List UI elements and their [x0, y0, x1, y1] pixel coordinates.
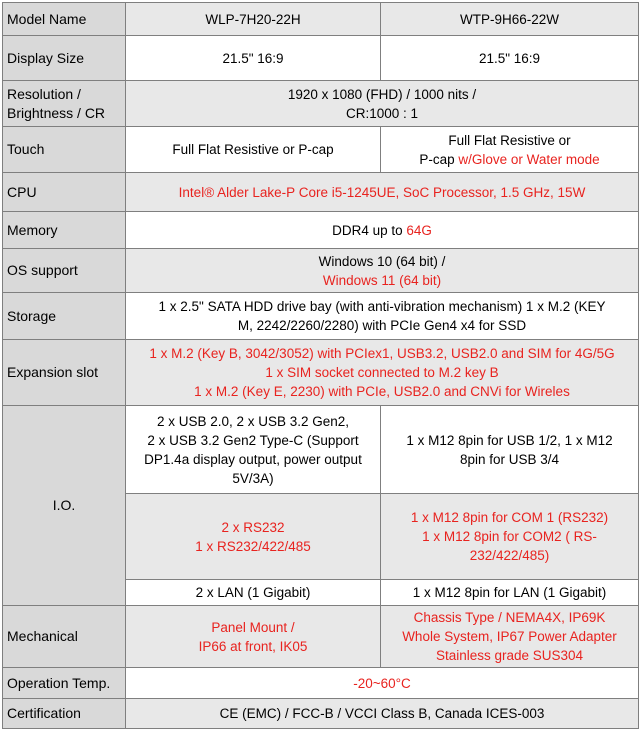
touch-a: Full Flat Resistive or P-cap	[126, 127, 381, 173]
storage-label: Storage	[3, 293, 126, 340]
touch-b	[381, 127, 639, 173]
mechanical-b	[381, 606, 639, 668]
resolution-label-line2: Brightness / CR	[7, 104, 106, 121]
row-cpu	[3, 173, 639, 212]
io-com-a	[126, 494, 381, 580]
io-usb-a-line2: 2 x USB 3.2 Gen2 Type-C (Support	[147, 432, 359, 448]
certification-value: CE (EMC) / FCC-B / VCCI Class B, Canada ICES-003	[126, 699, 639, 729]
touch-b-line1: Full Flat Resistive or	[448, 132, 571, 148]
io-com-b-line2: 1 x M12 8pin for COM2 ( RS-	[422, 529, 597, 544]
certification-label: Certification	[3, 699, 126, 729]
memory-type: DDR4 up to	[332, 222, 407, 238]
os-win11: Windows 11 (64 bit)	[322, 272, 442, 288]
operation-temp-value: -20~60°C	[126, 668, 639, 699]
row-storage	[3, 293, 639, 340]
io-com-b	[381, 494, 639, 580]
mechanical-a-line1: Panel Mount /	[211, 619, 295, 635]
model-name-label: Model Name	[3, 3, 126, 36]
touch-b-line2	[385, 150, 634, 169]
expansion-slot-label: Expansion slot	[3, 340, 126, 406]
resolution-value-line1: 1920 x 1080 (FHD) / 1000 nits /	[287, 86, 477, 102]
storage-value	[126, 293, 639, 340]
resolution-label-line1: Resolution /	[7, 85, 81, 102]
spec-table	[2, 2, 639, 729]
row-io-usb	[3, 406, 639, 494]
resolution-label	[3, 81, 126, 127]
io-usb-a	[126, 406, 381, 494]
model-a-name: WLP-7H20-22H	[126, 3, 381, 36]
display-size-a: 21.5" 16:9	[126, 36, 381, 81]
resolution-value	[126, 81, 639, 127]
io-label: I.O.	[3, 406, 126, 606]
mechanical-b-line3: Stainless grade SUS304	[435, 648, 584, 663]
row-touch	[3, 127, 639, 173]
display-size-b: 21.5" 16:9	[381, 36, 639, 81]
memory-label: Memory	[3, 212, 126, 249]
mechanical-b-line2: Whole System, IP67 Power Adapter	[402, 629, 617, 644]
touch-b-pcap: P-cap	[419, 151, 459, 167]
row-expansion-slot	[3, 340, 639, 406]
mechanical-label: Mechanical	[3, 606, 126, 668]
storage-line2: M, 2242/2260/2280) with PCIe Gen4 x4 for SSD	[237, 318, 527, 333]
io-com-a-line2: 1 x RS232/422/485	[195, 538, 311, 554]
io-com-b-line1: 1 x M12 8pin for COM 1 (RS232)	[410, 510, 609, 525]
mechanical-a-line2: IP66 at front, IK05	[198, 638, 308, 654]
row-resolution	[3, 81, 639, 127]
memory-capacity: 64G	[406, 222, 432, 238]
mechanical-b-line1: Chassis Type / NEMA4X, IP69K	[413, 610, 606, 625]
row-model-name	[3, 3, 639, 36]
io-usb-b-line1: 1 x M12 8pin for USB 1/2, 1 x M12	[406, 432, 613, 448]
expansion-line3: 1 x M.2 (Key E, 2230) with PCIe, USB2.0 and CNVi for Wireles	[194, 384, 570, 399]
row-certification	[3, 699, 639, 729]
io-com-b-line3: 232/422/485)	[469, 548, 550, 563]
row-operation-temp	[3, 668, 639, 699]
expansion-line2: 1 x SIM socket connected to M.2 key B	[265, 365, 499, 380]
io-usb-a-line1: 2 x USB 2.0, 2 x USB 3.2 Gen2,	[156, 413, 350, 429]
io-usb-a-line3: DP1.4a display output, power output	[144, 451, 362, 467]
io-lan-a: 2 x LAN (1 Gigabit)	[126, 580, 381, 606]
storage-line1: 1 x 2.5" SATA HDD drive bay (with anti-vibration mechanism) 1 x M.2 (KEY	[158, 299, 606, 314]
io-usb-b	[381, 406, 639, 494]
row-os-support	[3, 249, 639, 293]
row-memory	[3, 212, 639, 249]
os-support-label: OS support	[3, 249, 126, 293]
cpu-label: CPU	[3, 173, 126, 212]
row-display-size	[3, 36, 639, 81]
resolution-value-line2: CR:1000 : 1	[345, 105, 419, 121]
expansion-line1: 1 x M.2 (Key B, 3042/3052) with PCIex1, USB3.2, USB2.0 and SIM for 4G/5G	[149, 346, 615, 361]
touch-b-glove-mode: w/Glove or Water mode	[458, 151, 600, 167]
cpu-value: Intel® Alder Lake-P Core i5-1245UE, SoC Processor, 1.5 GHz, 15W	[126, 173, 639, 212]
expansion-slot-value	[126, 340, 639, 406]
io-usb-b-line2: 8pin for USB 3/4	[459, 451, 560, 467]
touch-label: Touch	[3, 127, 126, 173]
io-usb-a-line4: 5V/3A)	[232, 470, 274, 486]
mechanical-a	[126, 606, 381, 668]
os-support-value	[126, 249, 639, 293]
display-size-label: Display Size	[3, 36, 126, 81]
io-lan-b: 1 x M12 8pin for LAN (1 Gigabit)	[381, 580, 639, 606]
row-mechanical	[3, 606, 639, 668]
memory-value	[126, 212, 639, 249]
operation-temp-label: Operation Temp.	[3, 668, 126, 699]
os-win10: Windows 10 (64 bit) /	[318, 253, 446, 269]
model-b-name: WTP-9H66-22W	[381, 3, 639, 36]
io-com-a-line1: 2 x RS232	[221, 519, 285, 535]
